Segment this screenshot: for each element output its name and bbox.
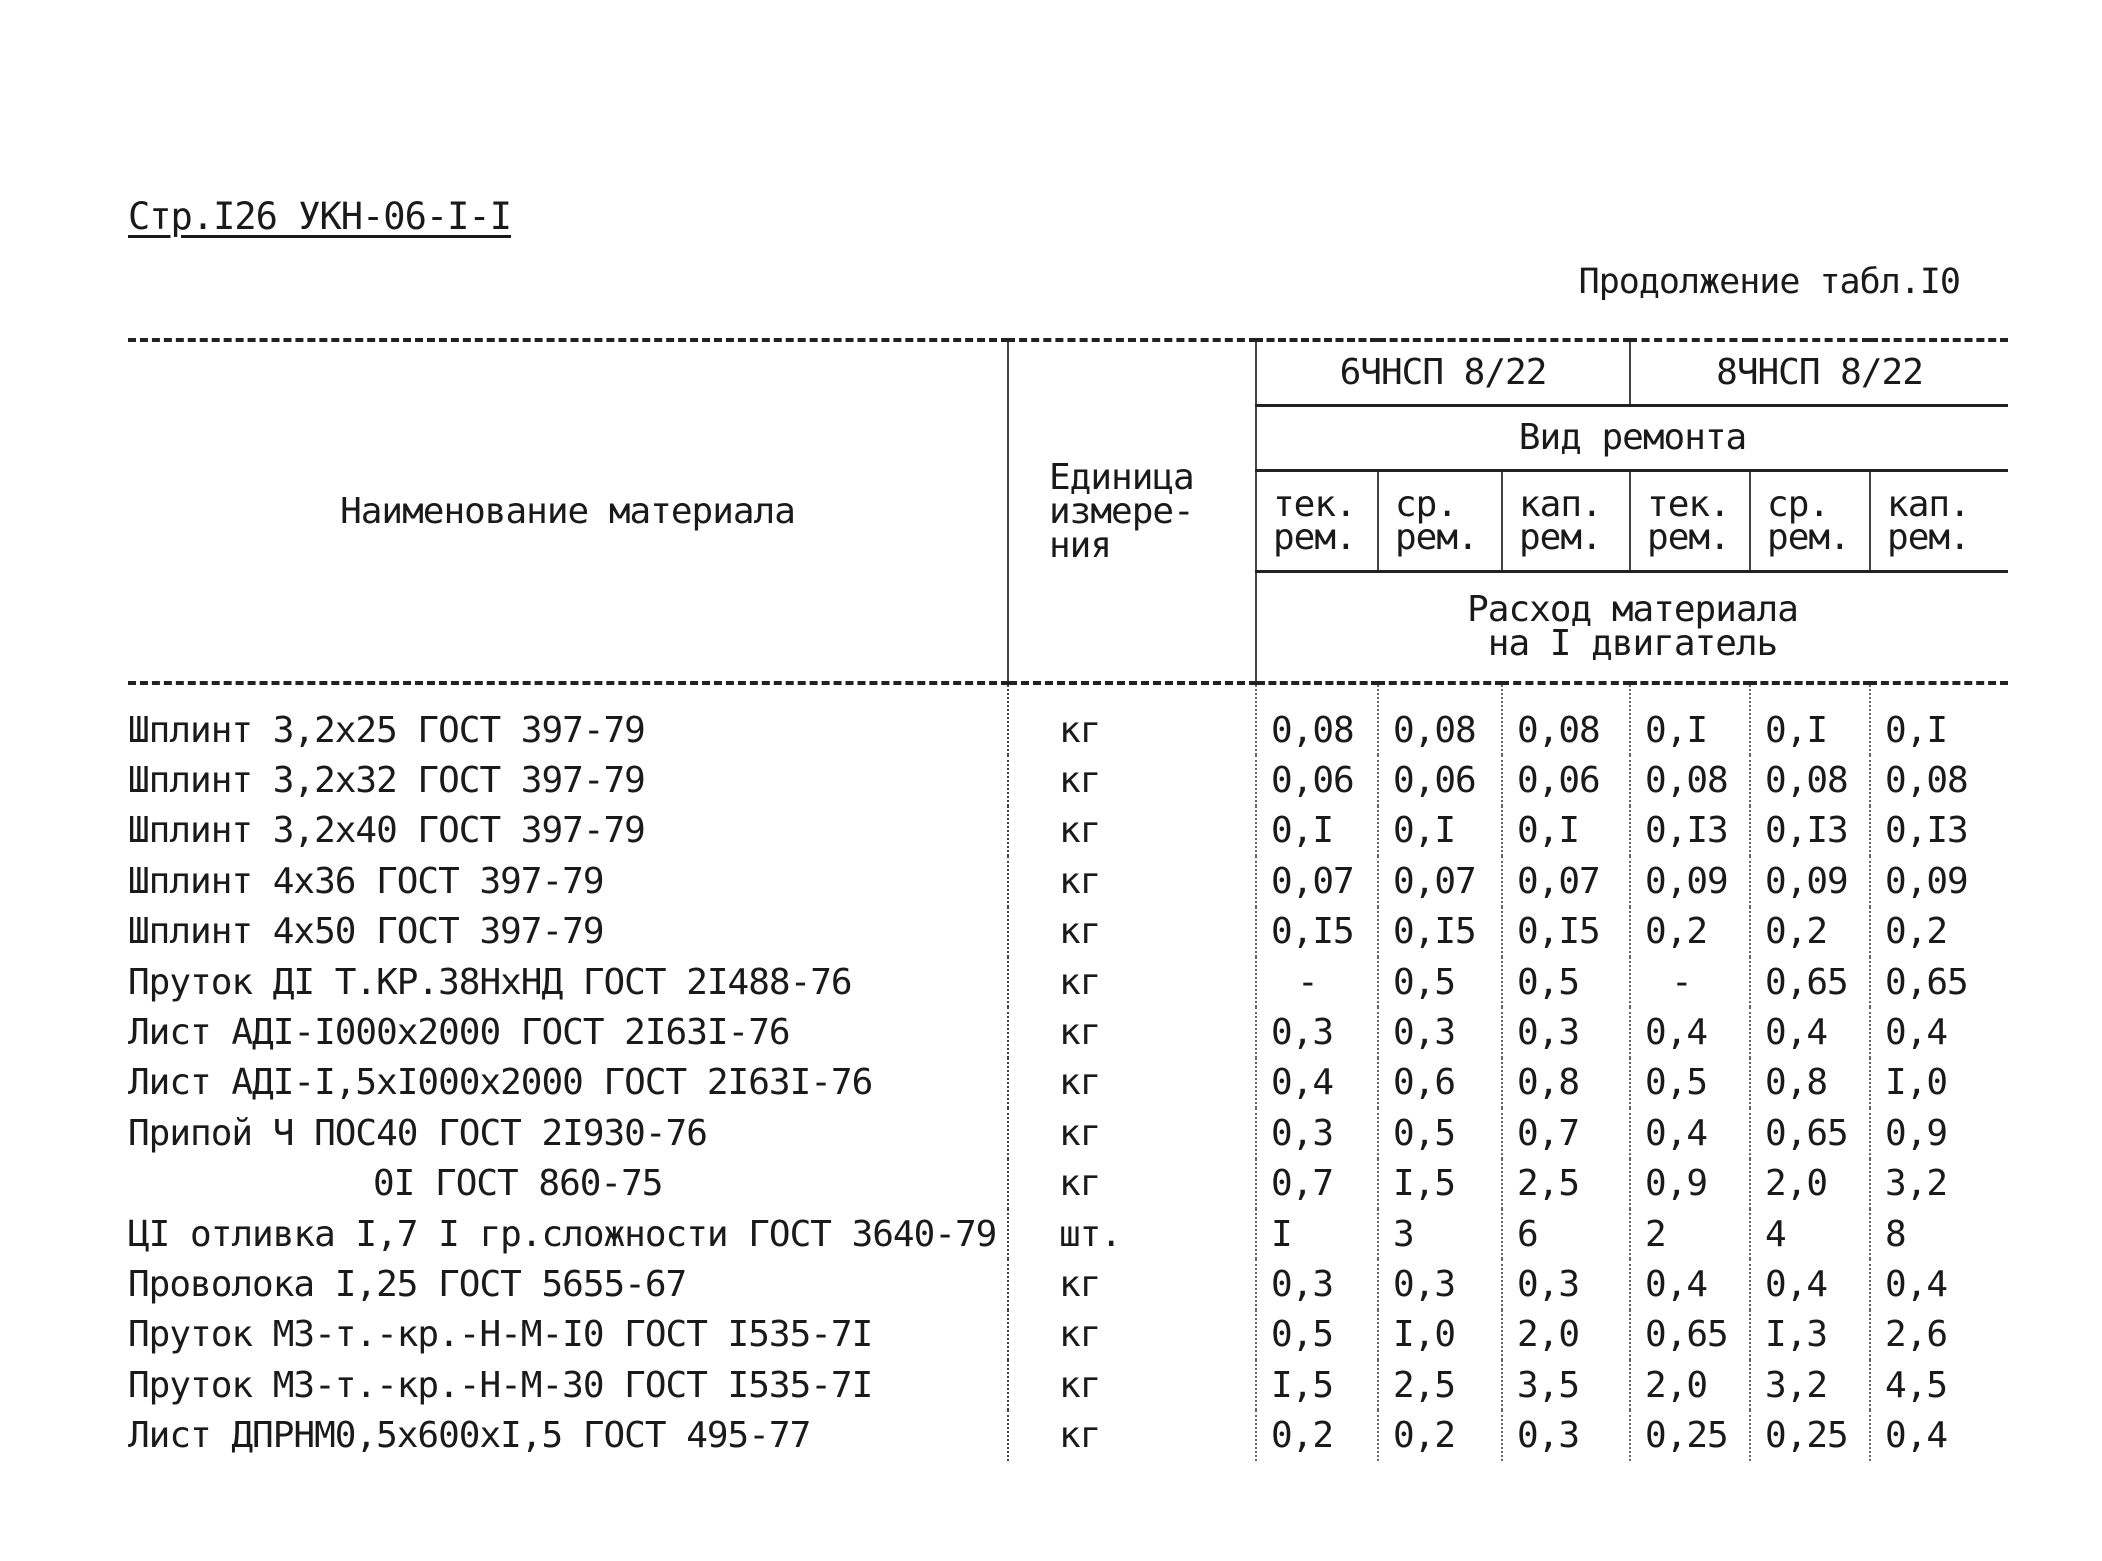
material-name-cell: Припой Ч ПОС40 ГОСТ 2I930-76 <box>128 1112 707 1154</box>
consumption-value-cell: 0,4 <box>1256 1058 1378 1108</box>
unit-cell: кг <box>1008 1058 1256 1108</box>
consumption-value-cell: 0,8 <box>1750 1058 1870 1108</box>
consumption-value-cell: 0,5 <box>1630 1058 1750 1108</box>
consumption-value-cell: 0,09 <box>1750 856 1870 906</box>
consumption-value-cell: 0,07 <box>1502 856 1630 906</box>
table-row <box>128 1310 2008 1360</box>
consumption-value-cell: 0,4 <box>1630 1007 1750 1057</box>
consumption-value-cell: 0,2 <box>1378 1410 1502 1460</box>
table-row <box>128 1108 2008 1158</box>
consumption-value-cell: 2,5 <box>1378 1360 1502 1410</box>
consumption-value-cell: 0,06 <box>1502 755 1630 805</box>
consumption-value-cell: 0,09 <box>1630 856 1750 906</box>
consumption-value-cell: 0,I <box>1870 683 2008 755</box>
consumption-value-cell: 0,I <box>1256 806 1378 856</box>
table-row <box>128 1058 2008 1108</box>
consumption-value-cell: 2 <box>1630 1209 1750 1259</box>
consumption-value-cell: I,5 <box>1256 1360 1378 1410</box>
subcolumn-header <box>1870 471 2008 572</box>
consumption-value-cell: 0,I3 <box>1870 806 2008 856</box>
consumption-value-cell: 0,I3 <box>1630 806 1750 856</box>
unit-cell: кг <box>1008 1007 1256 1057</box>
consumption-value-cell: 0,4 <box>1750 1259 1870 1309</box>
subcolumn-header-line: кап. <box>1887 484 1970 525</box>
consumption-value-cell: 0,65 <box>1630 1310 1750 1360</box>
unit-cell: кг <box>1008 1360 1256 1410</box>
consumption-value-cell: 0,4 <box>1870 1259 2008 1309</box>
consumption-value-cell: 0,06 <box>1378 755 1502 805</box>
consumption-value-cell: 0,I <box>1502 806 1630 856</box>
consumption-value-cell: 3,5 <box>1502 1360 1630 1410</box>
table-row <box>128 755 2008 805</box>
table-continuation-label: Продолжение табл.I0 <box>1578 262 1960 302</box>
consumption-value-cell: 0,09 <box>1870 856 2008 906</box>
consumption-value-cell: 0,I3 <box>1750 806 1870 856</box>
subcolumn-header-line: ср. <box>1767 484 1830 525</box>
consumption-value-cell: 0,3 <box>1378 1259 1502 1309</box>
consumption-value-cell: 0,5 <box>1256 1310 1378 1360</box>
consumption-value-cell: I <box>1256 1209 1378 1259</box>
consumption-value-cell: 0,3 <box>1502 1259 1630 1309</box>
page-reference: Стр.I26 УКН-06-I-I <box>128 195 511 238</box>
subcolumn-header <box>1502 471 1630 572</box>
consumption-value-cell: 2,6 <box>1870 1310 2008 1360</box>
consumption-value-cell: 0,08 <box>1870 755 2008 805</box>
subcolumn-header <box>1630 471 1750 572</box>
material-name-cell: Шплинт 3,2х32 ГОСТ 397-79 <box>128 760 645 802</box>
consumption-value-cell: 2,5 <box>1502 1159 1630 1209</box>
material-name-cell: 0I ГОСТ 860-75 <box>373 1163 663 1205</box>
unit-cell: кг <box>1008 755 1256 805</box>
consumption-value-cell: 0,4 <box>1630 1259 1750 1309</box>
consumption-value-cell: 0,I5 <box>1256 907 1378 957</box>
consumption-value-cell: 0,08 <box>1378 683 1502 755</box>
consumption-value-cell: 8 <box>1870 1209 2008 1259</box>
subcolumn-header <box>1256 471 1378 572</box>
consumption-value-cell: 0,7 <box>1502 1108 1630 1158</box>
consumption-value-cell: 2,0 <box>1750 1159 1870 1209</box>
consumption-value-cell: I,5 <box>1378 1159 1502 1209</box>
consumption-value-cell: 0,3 <box>1256 1108 1378 1158</box>
consumption-value-cell: 0,25 <box>1630 1410 1750 1460</box>
consumption-value-cell: 0,65 <box>1750 957 1870 1007</box>
material-name-cell: Пруток ДI Т.КР.38НхНД ГОСТ 2I488-76 <box>128 961 852 1003</box>
consumption-value-cell: 0,3 <box>1256 1259 1378 1309</box>
consumption-value-cell: 0,06 <box>1256 755 1378 805</box>
material-name-cell: Лист АДI-I,5хI000х2000 ГОСТ 2I63I-76 <box>128 1062 873 1104</box>
material-name-cell: Пруток М3-т.-кр.-Н-М-30 ГОСТ I535-7I <box>128 1364 873 1406</box>
consumption-value-cell: 2,0 <box>1630 1360 1750 1410</box>
material-name-cell: Пруток М3-т.-кр.-Н-М-I0 ГОСТ I535-7I <box>128 1314 873 1356</box>
consumption-value-cell: - <box>1630 957 1750 1007</box>
table-row <box>128 1410 2008 1460</box>
consumption-value-cell: 0,2 <box>1256 1410 1378 1460</box>
subcolumn-header-line: рем. <box>1519 517 1602 558</box>
consumption-value-cell: 0,3 <box>1378 1007 1502 1057</box>
table-row <box>128 907 2008 957</box>
consumption-value-cell: 0,6 <box>1378 1058 1502 1108</box>
subcolumn-header-line: тек. <box>1647 484 1730 525</box>
consumption-value-cell: 0,5 <box>1378 1108 1502 1158</box>
consumption-value-cell: 0,8 <box>1502 1058 1630 1108</box>
consumption-value-cell: 4,5 <box>1870 1360 2008 1410</box>
table-row <box>128 1007 2008 1057</box>
consumption-value-cell: I,0 <box>1870 1058 2008 1108</box>
consumption-value-cell: 0,4 <box>1870 1007 2008 1057</box>
consumption-value-cell: 0,08 <box>1750 755 1870 805</box>
material-name-cell: Шплинт 3,2х25 ГОСТ 397-79 <box>128 709 645 751</box>
unit-cell: кг <box>1008 856 1256 906</box>
material-name-cell: Шплинт 4х50 ГОСТ 397-79 <box>128 911 604 953</box>
table-row <box>128 1159 2008 1209</box>
consumption-header <box>1256 572 2008 684</box>
consumption-value-cell: 0,5 <box>1378 957 1502 1007</box>
repair-kind-header: Вид ремонта <box>1256 406 2008 471</box>
table-row <box>128 1360 2008 1410</box>
consumption-value-cell: 0,I <box>1750 683 1870 755</box>
consumption-value-cell: 0,4 <box>1630 1108 1750 1158</box>
unit-cell: кг <box>1008 957 1256 1007</box>
material-name-cell: Лист ДПРНМ0,5х600хI,5 ГОСТ 495-77 <box>128 1415 811 1457</box>
consumption-value-cell: 0,25 <box>1750 1410 1870 1460</box>
unit-cell: кг <box>1008 1108 1256 1158</box>
subcolumn-header-line: рем. <box>1273 517 1356 558</box>
unit-cell: кг <box>1008 1410 1256 1460</box>
consumption-value-cell: I,3 <box>1750 1310 1870 1360</box>
consumption-value-cell: 3,2 <box>1870 1159 2008 1209</box>
subcolumn-header-line: рем. <box>1647 517 1730 558</box>
consumption-value-cell: 0,4 <box>1750 1007 1870 1057</box>
consumption-value-cell: 0,08 <box>1256 683 1378 755</box>
consumption-value-cell: 0,2 <box>1870 907 2008 957</box>
consumption-value-cell: 2,0 <box>1502 1310 1630 1360</box>
consumption-value-cell: 6 <box>1502 1209 1630 1259</box>
unit-cell: кг <box>1008 806 1256 856</box>
subcolumn-header-line: рем. <box>1395 517 1478 558</box>
table-row <box>128 806 2008 856</box>
unit-cell: кг <box>1008 1310 1256 1360</box>
subcolumn-header-line: рем. <box>1767 517 1850 558</box>
table-row <box>128 683 2008 755</box>
consumption-value-cell: 3,2 <box>1750 1360 1870 1410</box>
material-name-cell: Проволока I,25 ГОСТ 5655-67 <box>128 1263 687 1305</box>
consumption-value-cell: 0,65 <box>1870 957 2008 1007</box>
column-header-material-name: Наименование материала <box>128 340 1008 683</box>
material-name-cell: Шплинт 4х36 ГОСТ 397-79 <box>128 860 604 902</box>
materials-table-body <box>128 683 2008 1461</box>
subcolumn-header-line: ср. <box>1395 484 1458 525</box>
subcolumn-header-line: рем. <box>1887 517 1970 558</box>
consumption-value-cell: - <box>1256 957 1378 1007</box>
group-header-6chnsp: 6ЧНСП 8/22 <box>1256 340 1630 406</box>
unit-cell: шт. <box>1008 1209 1256 1259</box>
consumption-value-cell: 0,65 <box>1750 1108 1870 1158</box>
subcolumn-header-line: кап. <box>1519 484 1602 525</box>
group-header-8chnsp: 8ЧНСП 8/22 <box>1630 340 2008 406</box>
subcolumn-header <box>1750 471 1870 572</box>
consumption-value-cell: 0,7 <box>1256 1159 1378 1209</box>
unit-cell: кг <box>1008 1159 1256 1209</box>
material-name-cell: ЦI отливка I,7 I гр.сложности ГОСТ 3640-79 <box>128 1213 997 1255</box>
consumption-header-text: Расход материала на I двигатель <box>1467 589 1798 664</box>
consumption-value-cell: 0,9 <box>1870 1108 2008 1158</box>
consumption-value-cell: 3 <box>1378 1209 1502 1259</box>
consumption-value-cell: 0,I5 <box>1378 907 1502 957</box>
subcolumn-header <box>1378 471 1502 572</box>
consumption-value-cell: 0,3 <box>1502 1410 1630 1460</box>
consumption-value-cell: 0,07 <box>1378 856 1502 906</box>
materials-table-container <box>128 338 2008 1461</box>
table-row <box>128 1209 2008 1259</box>
consumption-value-cell: 0,2 <box>1750 907 1870 957</box>
column-header-unit: Единица измере- ния <box>1008 340 1256 683</box>
materials-table <box>128 338 2008 1461</box>
consumption-value-cell: 0,07 <box>1256 856 1378 906</box>
consumption-value-cell: 0,I <box>1378 806 1502 856</box>
table-row <box>128 856 2008 906</box>
consumption-value-cell: 0,2 <box>1630 907 1750 957</box>
material-name-cell: Лист АДI-I000х2000 ГОСТ 2I63I-76 <box>128 1012 790 1054</box>
subcolumn-header-line: тек. <box>1273 484 1356 525</box>
consumption-value-cell: 0,5 <box>1502 957 1630 1007</box>
consumption-value-cell: 0,4 <box>1870 1410 2008 1460</box>
consumption-value-cell: I,0 <box>1378 1310 1502 1360</box>
consumption-value-cell: 0,I5 <box>1502 907 1630 957</box>
consumption-value-cell: 0,08 <box>1630 755 1750 805</box>
consumption-value-cell: 0,08 <box>1502 683 1630 755</box>
consumption-value-cell: 0,3 <box>1256 1007 1378 1057</box>
unit-cell: кг <box>1008 907 1256 957</box>
unit-cell: кг <box>1008 1259 1256 1309</box>
consumption-value-cell: 0,9 <box>1630 1159 1750 1209</box>
material-name-cell: Шплинт 3,2х40 ГОСТ 397-79 <box>128 810 645 852</box>
table-row <box>128 1259 2008 1309</box>
table-row <box>128 957 2008 1007</box>
consumption-value-cell: 4 <box>1750 1209 1870 1259</box>
consumption-value-cell: 0,I <box>1630 683 1750 755</box>
consumption-value-cell: 0,3 <box>1502 1007 1630 1057</box>
unit-cell: кг <box>1008 683 1256 755</box>
